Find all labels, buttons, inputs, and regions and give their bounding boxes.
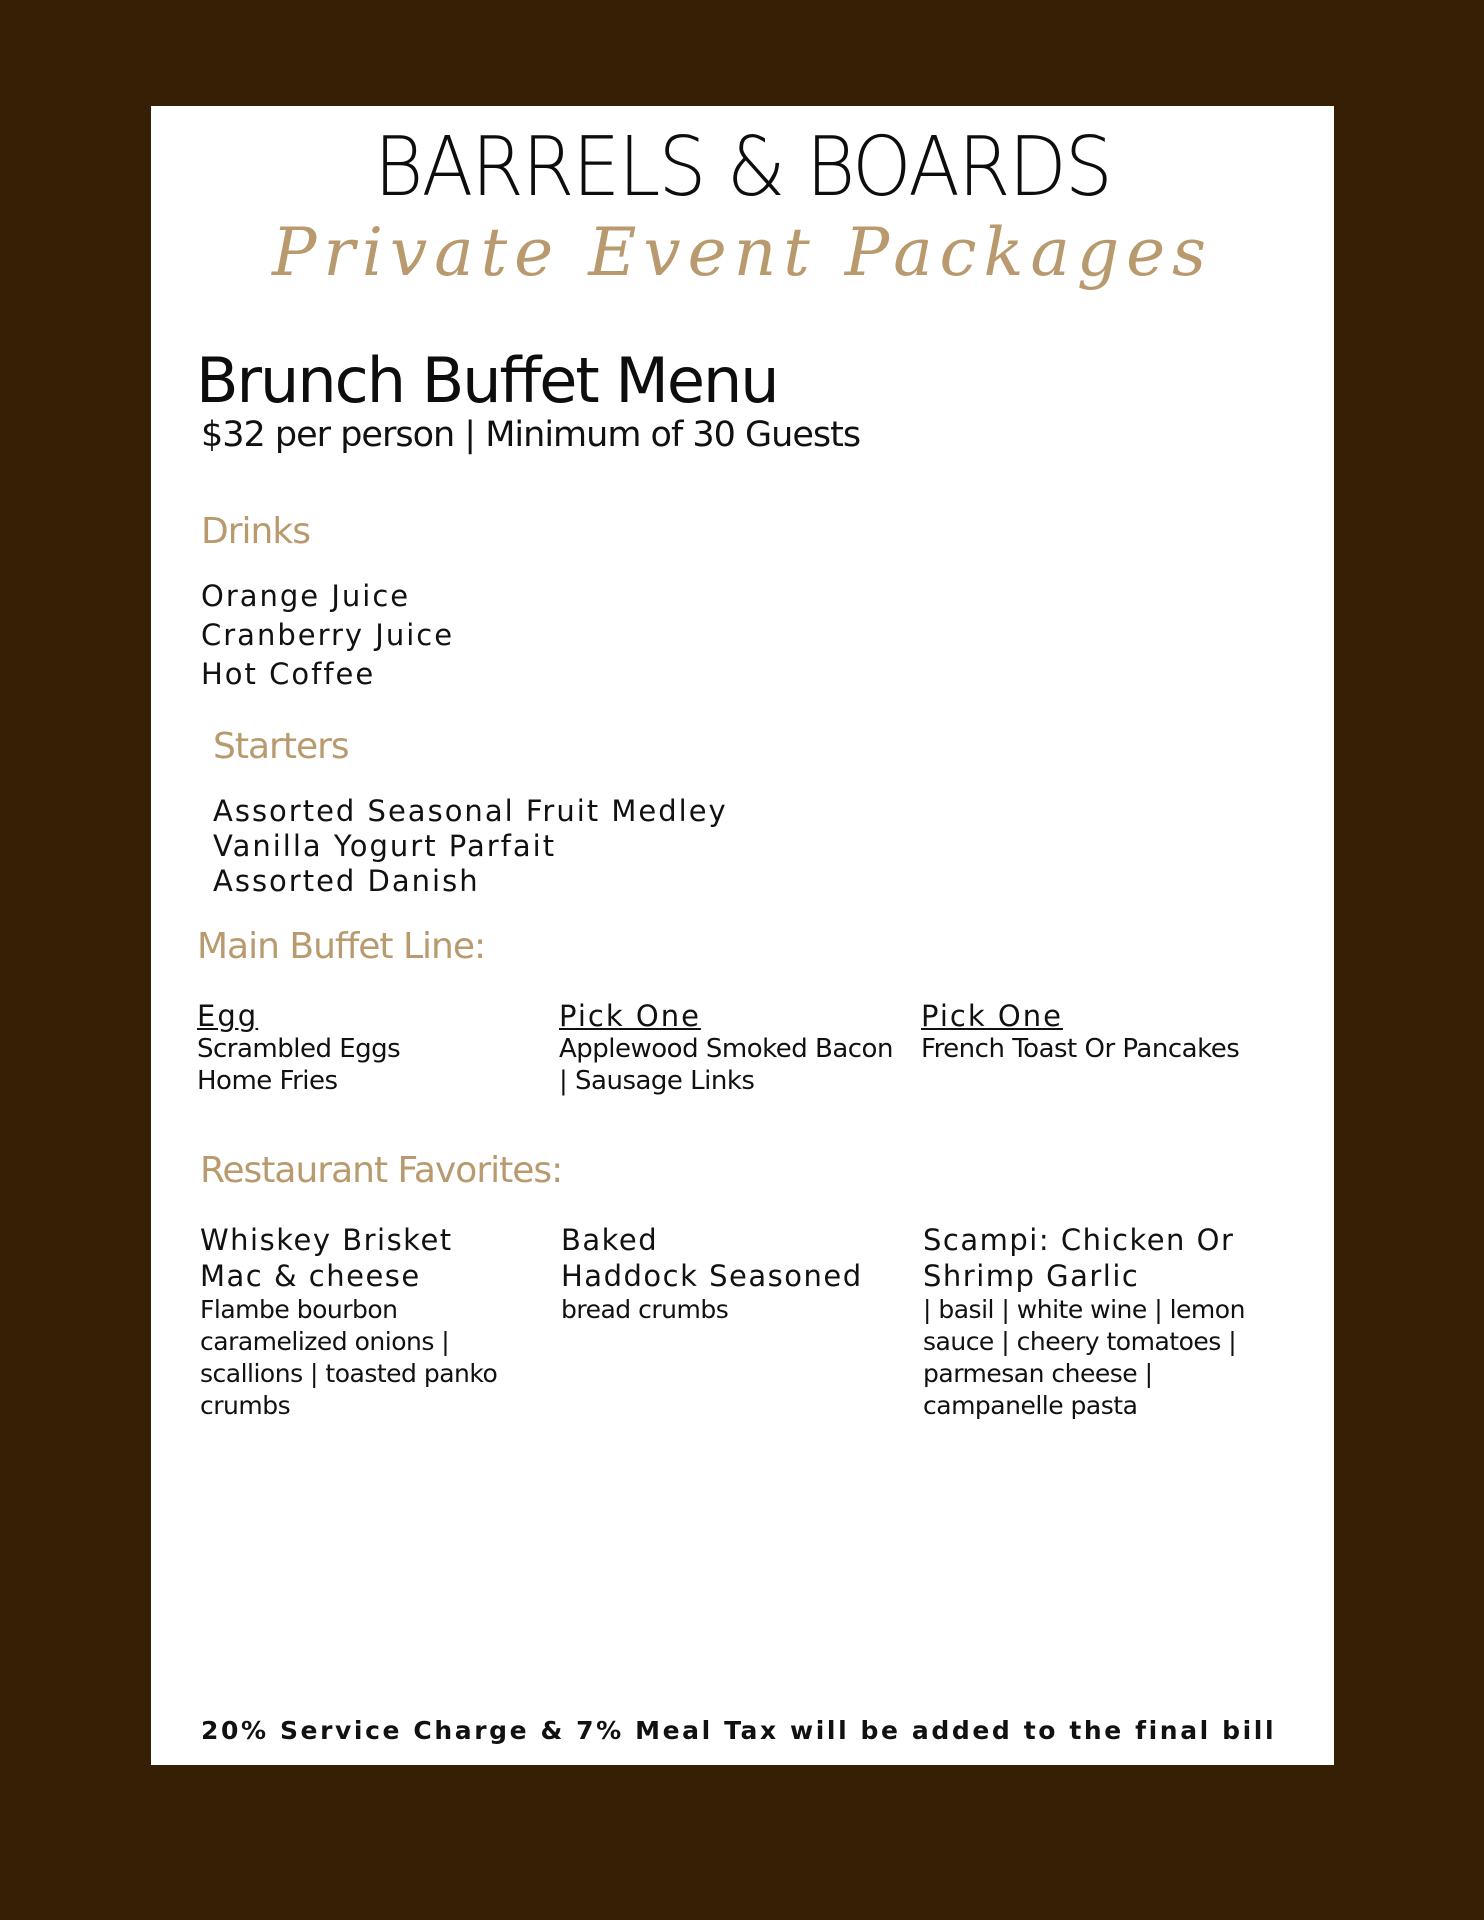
- column-header: Egg: [197, 999, 259, 1033]
- column-line: French Toast Or Pancakes: [921, 1034, 1240, 1064]
- drinks-heading: Drinks: [201, 511, 310, 552]
- list-item: Cranberry Juice: [201, 618, 455, 652]
- starters-list: [213, 794, 728, 899]
- list-item: Assorted Seasonal Fruit Medley: [213, 794, 728, 828]
- list-item: Vanilla Yogurt Parfait: [213, 829, 557, 863]
- list-item: Hot Coffee: [201, 657, 376, 691]
- column-header: Pick One: [559, 999, 701, 1033]
- favorite-title: Whiskey Brisket: [200, 1223, 453, 1257]
- favorite-description: crumbs: [200, 1391, 291, 1420]
- buffet-column-meat: [559, 999, 909, 1097]
- drinks-list: [201, 577, 454, 694]
- favorite-title: Mac & cheese: [200, 1259, 421, 1293]
- brand-name: BARRELS & BOARDS: [374, 120, 1111, 215]
- buffet-column-egg: [197, 999, 537, 1097]
- favorite-description: caramelized onions |: [200, 1327, 450, 1356]
- column-header: Pick One: [921, 999, 1063, 1033]
- main-buffet-heading: Main Buffet Line:: [197, 926, 486, 967]
- column-line: Scrambled Eggs: [197, 1034, 401, 1064]
- favorite-description: parmesan cheese |: [923, 1359, 1153, 1388]
- favorite-title: Scampi: Chicken Or: [923, 1223, 1235, 1257]
- menu-subtitle: $32 per person | Minimum of 30 Guests: [201, 415, 861, 455]
- favorite-description: sauce | cheery tomatoes |: [923, 1327, 1237, 1356]
- favorite-description: Flambe bourbon: [200, 1295, 398, 1324]
- favorites-heading: Restaurant Favorites:: [200, 1150, 563, 1191]
- menu-title: Brunch Buffet Menu: [196, 344, 778, 417]
- starters-heading: Starters: [213, 726, 349, 767]
- favorite-description: scallions | toasted panko: [200, 1359, 498, 1388]
- column-line: Home Fries: [197, 1066, 338, 1096]
- favorite-description: campanelle pasta: [923, 1391, 1138, 1420]
- service-charge-note: 20% Service Charge & 7% Meal Tax will be added to the final bill: [201, 1716, 1277, 1745]
- favorite-description: bread crumbs: [561, 1295, 729, 1324]
- list-item: Orange Juice: [201, 579, 411, 613]
- favorite-scampi: [923, 1222, 1303, 1422]
- tagline: Private Event Packages: [271, 214, 1214, 291]
- column-line: | Sausage Links: [559, 1066, 755, 1096]
- column-line: Applewood Smoked Bacon: [559, 1034, 893, 1064]
- menu-page: [151, 106, 1334, 1765]
- favorite-description: | basil | white wine | lemon: [923, 1295, 1245, 1324]
- buffet-column-sweet: [921, 999, 1301, 1065]
- favorite-haddock: [561, 1222, 901, 1326]
- favorite-title: Shrimp Garlic: [923, 1259, 1140, 1293]
- favorite-title: Baked: [561, 1223, 659, 1257]
- favorite-title: Haddock Seasoned: [561, 1259, 863, 1293]
- list-item: Assorted Danish: [213, 864, 480, 898]
- favorite-brisket-mac: [200, 1222, 550, 1422]
